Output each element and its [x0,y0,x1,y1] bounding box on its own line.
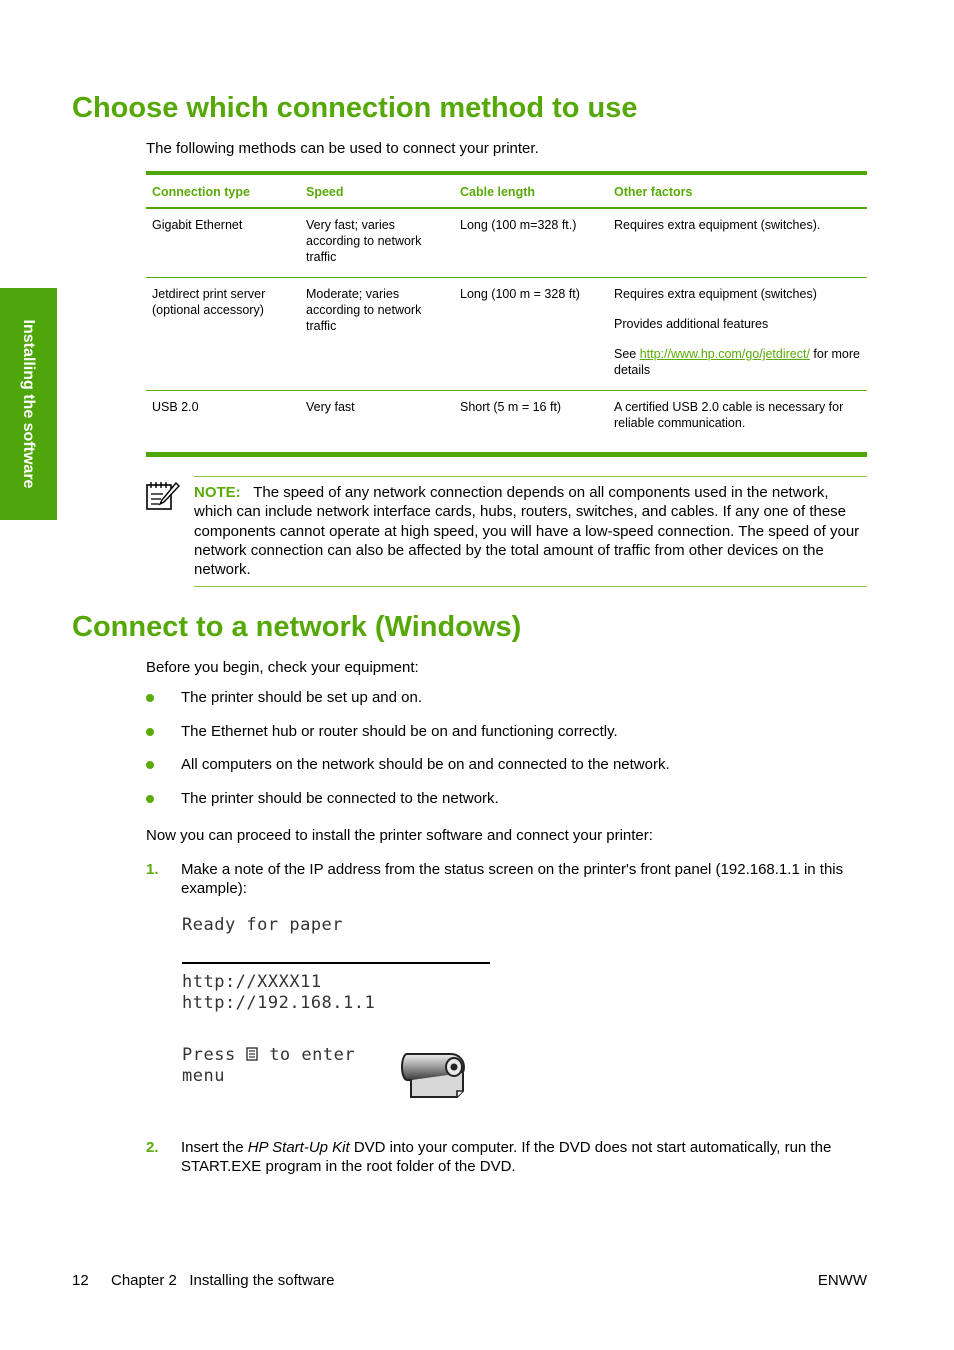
section-intro: The following methods can be used to connect your printer. [146,140,539,157]
cell-speed: Very fast [306,400,355,414]
section-title-connection-method: Choose which connection method to use [72,92,638,124]
connection-table [146,171,867,457]
panel-status-line: Ready for paper [182,915,344,935]
footer-page-number: 12 [72,1272,89,1289]
step-text-pre: Insert the [181,1139,248,1156]
cell-other-factors [608,391,867,455]
menu-key-icon [246,1047,258,1061]
cell-other-factors [608,208,867,278]
panel-ip-line: http://192.168.1.1 [182,993,376,1013]
paper-roll-icon [399,1051,469,1101]
step-number: 2. [146,1139,159,1156]
footer-locale: ENWW [817,1272,867,1289]
see-link-line [614,346,861,378]
table-row [146,208,867,278]
jetdirect-link[interactable]: http://www.hp.com/go/jetdirect/ [639,347,810,361]
step-number: 1. [146,861,159,878]
column-header: Cable length [454,173,608,208]
equipment-checklist [146,689,670,823]
other-factor-text: A certified USB 2.0 cable is necessary for reliable communication. [614,400,844,430]
bullet-icon [146,761,154,769]
other-factor-text: Requires extra equipment (switches). [614,218,821,232]
product-name: HP Start-Up Kit [247,1139,350,1156]
other-factor-text: Requires extra equipment (switches) [614,287,817,301]
cell-other-factors [608,278,867,391]
column-header: Speed [300,173,454,208]
cell-speed: Moderate; varies according to network traffic [300,278,454,391]
table-header-row [146,173,867,208]
panel-press-line [182,1045,355,1065]
footer-chapter: Chapter 2 Installing the software [111,1272,335,1289]
list-item-text: The printer should be connected to the network. [181,789,499,807]
step-text [181,1138,867,1177]
bullet-icon [146,795,154,803]
see-suffix: for more details [614,347,860,377]
cell-connection-type: Jetdirect print server (optional accessory) [146,278,300,391]
cell-speed: Very fast; varies according to network traffic [300,208,454,278]
cell-connection-type: USB 2.0 [152,400,199,414]
step-2 [146,1138,867,1177]
note-icon [146,481,180,511]
other-factor-text: Provides additional features [614,317,769,331]
column-header: Other factors [608,173,867,208]
note-text: The speed of any network connection depends on all components used in the network, which can include network interface cards, hubs, routers, switches, and cables. If any one of these components cannot operate at high speed, you will have a low-speed connection. The speed of your network connection can also be affected by the total amount of traffic from other devices on the network. [194,484,860,579]
cell-cable-length: Long (100 m=328 ft.) [454,208,608,278]
see-prefix: See [614,347,640,361]
step-text: Make a note of the IP address from the status screen on the printer's front panel (192.168.1.1 in this example): [181,861,844,898]
cell-connection-type: Gigabit Ethernet [146,208,300,278]
panel-menu-line: menu [182,1066,225,1086]
panel-url-line: http://XXXX11 [182,972,322,992]
section-intro: Before you begin, check your equipment: [146,659,419,676]
note-label: NOTE: [194,484,241,501]
list-item [146,723,670,757]
list-item [146,756,670,790]
list-item-text: The Ethernet hub or router should be on and functioning correctly. [181,722,618,740]
table-row [146,391,867,455]
side-tab-label: Installing the software [20,319,37,489]
step-text-post: DVD into your computer. If the DVD does not start automatically, run the START.EXE program in the root folder of the DVD. [181,1139,832,1176]
table-row [146,278,867,391]
cell-cable-length: Long (100 m = 328 ft) [454,278,608,391]
column-header: Connection type [146,173,300,208]
section-title-connect-network: Connect to a network (Windows) [72,611,522,643]
cell-cable-length: Short (5 m = 16 ft) [460,400,562,414]
step-1 [146,860,867,899]
bullet-icon [146,694,154,702]
list-item [146,790,670,824]
panel-press-text: Press [182,1045,236,1065]
note-box [194,476,867,587]
panel-divider [182,962,490,964]
list-item [146,689,670,723]
bullet-icon [146,728,154,736]
list-item-text: All computers on the network should be on and connected to the network. [181,756,670,773]
list-item-text: The printer should be set up and on. [181,689,422,706]
proceed-text: Now you can proceed to install the printer software and connect your printer: [146,827,653,844]
panel-enter-text: to enter [269,1045,356,1065]
side-tab [0,288,57,520]
